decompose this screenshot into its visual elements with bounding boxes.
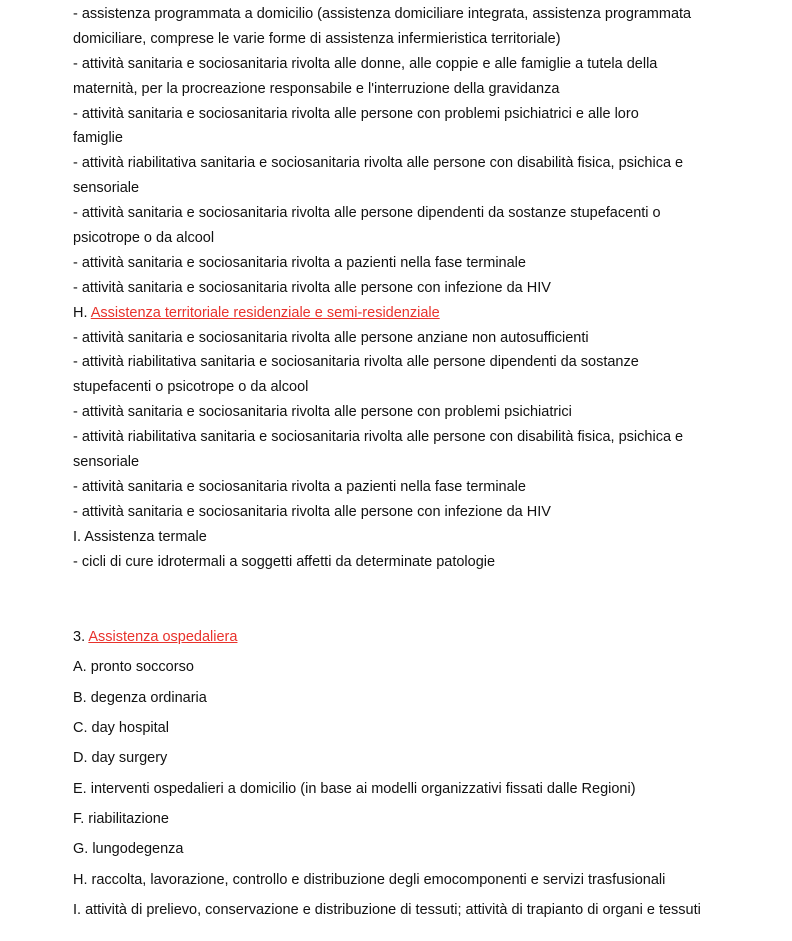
list-item: A. pronto soccorso: [73, 659, 194, 676]
hospital-care-section: [73, 625, 723, 928]
list-item: - attività sanitaria e sociosanitaria rivolta alle persone dipendenti da sostanze stupefacenti o: [73, 205, 661, 222]
list-item: - attività riabilitativa sanitaria e sociosanitaria rivolta alle persone con disabilità fisica, psichica e: [73, 429, 684, 446]
hospital-care-link[interactable]: Assistenza ospedaliera: [88, 629, 238, 646]
list-item: sensoriale: [73, 180, 140, 197]
section-i-heading: I. Assistenza termale: [73, 528, 207, 545]
section-h-heading: [73, 301, 723, 326]
hospital-section-number: 3.: [73, 629, 89, 646]
document-page: [73, 2, 723, 928]
list-item: F. riabilitazione: [73, 810, 169, 827]
list-item: - cicli di cure idrotermali a soggetti affetti da determinate patologie: [73, 553, 496, 570]
list-item: - attività sanitaria e sociosanitaria rivolta alle persone anziane non autosufficienti: [73, 329, 589, 346]
residential-care-link[interactable]: Assistenza territoriale residenziale e semi-residenziale: [90, 304, 440, 321]
list-item: - attività sanitaria e sociosanitaria rivolta alle persone con infezione da HIV: [73, 279, 551, 296]
list-item: G. lungodegenza: [73, 841, 184, 858]
list-item: D. day surgery: [73, 750, 168, 767]
list-item: maternità, per la procreazione responsabile e l'interruzione della gravidanza: [73, 80, 560, 97]
list-item: B. degenza ordinaria: [73, 689, 207, 706]
list-item: - attività sanitaria e sociosanitaria rivolta a pazienti nella fase terminale: [73, 478, 526, 495]
list-item: - attività sanitaria e sociosanitaria rivolta alle persone con problemi psichiatrici: [73, 404, 572, 421]
list-item: - attività sanitaria e sociosanitaria rivolta alle donne, alle coppie e alle famiglie a tutela della: [73, 55, 658, 72]
list-item: sensoriale: [73, 454, 140, 471]
list-item: psicotrope o da alcool: [73, 230, 215, 247]
list-item: I. attività di prelievo, conservazione e distribuzione di tessuti; attività di trapianto di organi e tessuti: [73, 901, 701, 918]
list-item: E. interventi ospedalieri a domicilio (in base ai modelli organizzativi fissati dalle Regioni): [73, 780, 636, 797]
hospital-section-title: [73, 625, 723, 655]
list-item: - attività riabilitativa sanitaria e sociosanitaria rivolta alle persone dipendenti da sostanze: [73, 354, 639, 371]
list-item: - attività sanitaria e sociosanitaria rivolta a pazienti nella fase terminale: [73, 254, 526, 271]
territorial-home-care-list: [73, 2, 723, 574]
list-item: domiciliare, comprese le varie forme di assistenza infermieristica territoriale): [73, 30, 561, 47]
list-item: famiglie: [73, 130, 123, 147]
list-item: - attività sanitaria e sociosanitaria rivolta alle persone con infezione da HIV: [73, 503, 551, 520]
section-h-prefix: H.: [73, 304, 91, 321]
list-item: stupefacenti o psicotrope o da alcool: [73, 379, 309, 396]
list-item: - assistenza programmata a domicilio (assistenza domiciliare integrata, assistenza programmata: [73, 6, 692, 22]
section-spacer: [73, 574, 723, 625]
list-item: H. raccolta, lavorazione, controllo e distribuzione degli emocomponenti e servizi trasfusionali: [73, 871, 666, 888]
list-item: C. day hospital: [73, 720, 169, 737]
list-item: - attività riabilitativa sanitaria e sociosanitaria rivolta alle persone con disabilità fisica, psichica e: [73, 155, 684, 172]
list-item: - attività sanitaria e sociosanitaria rivolta alle persone con problemi psichiatrici e alle loro: [73, 105, 639, 122]
